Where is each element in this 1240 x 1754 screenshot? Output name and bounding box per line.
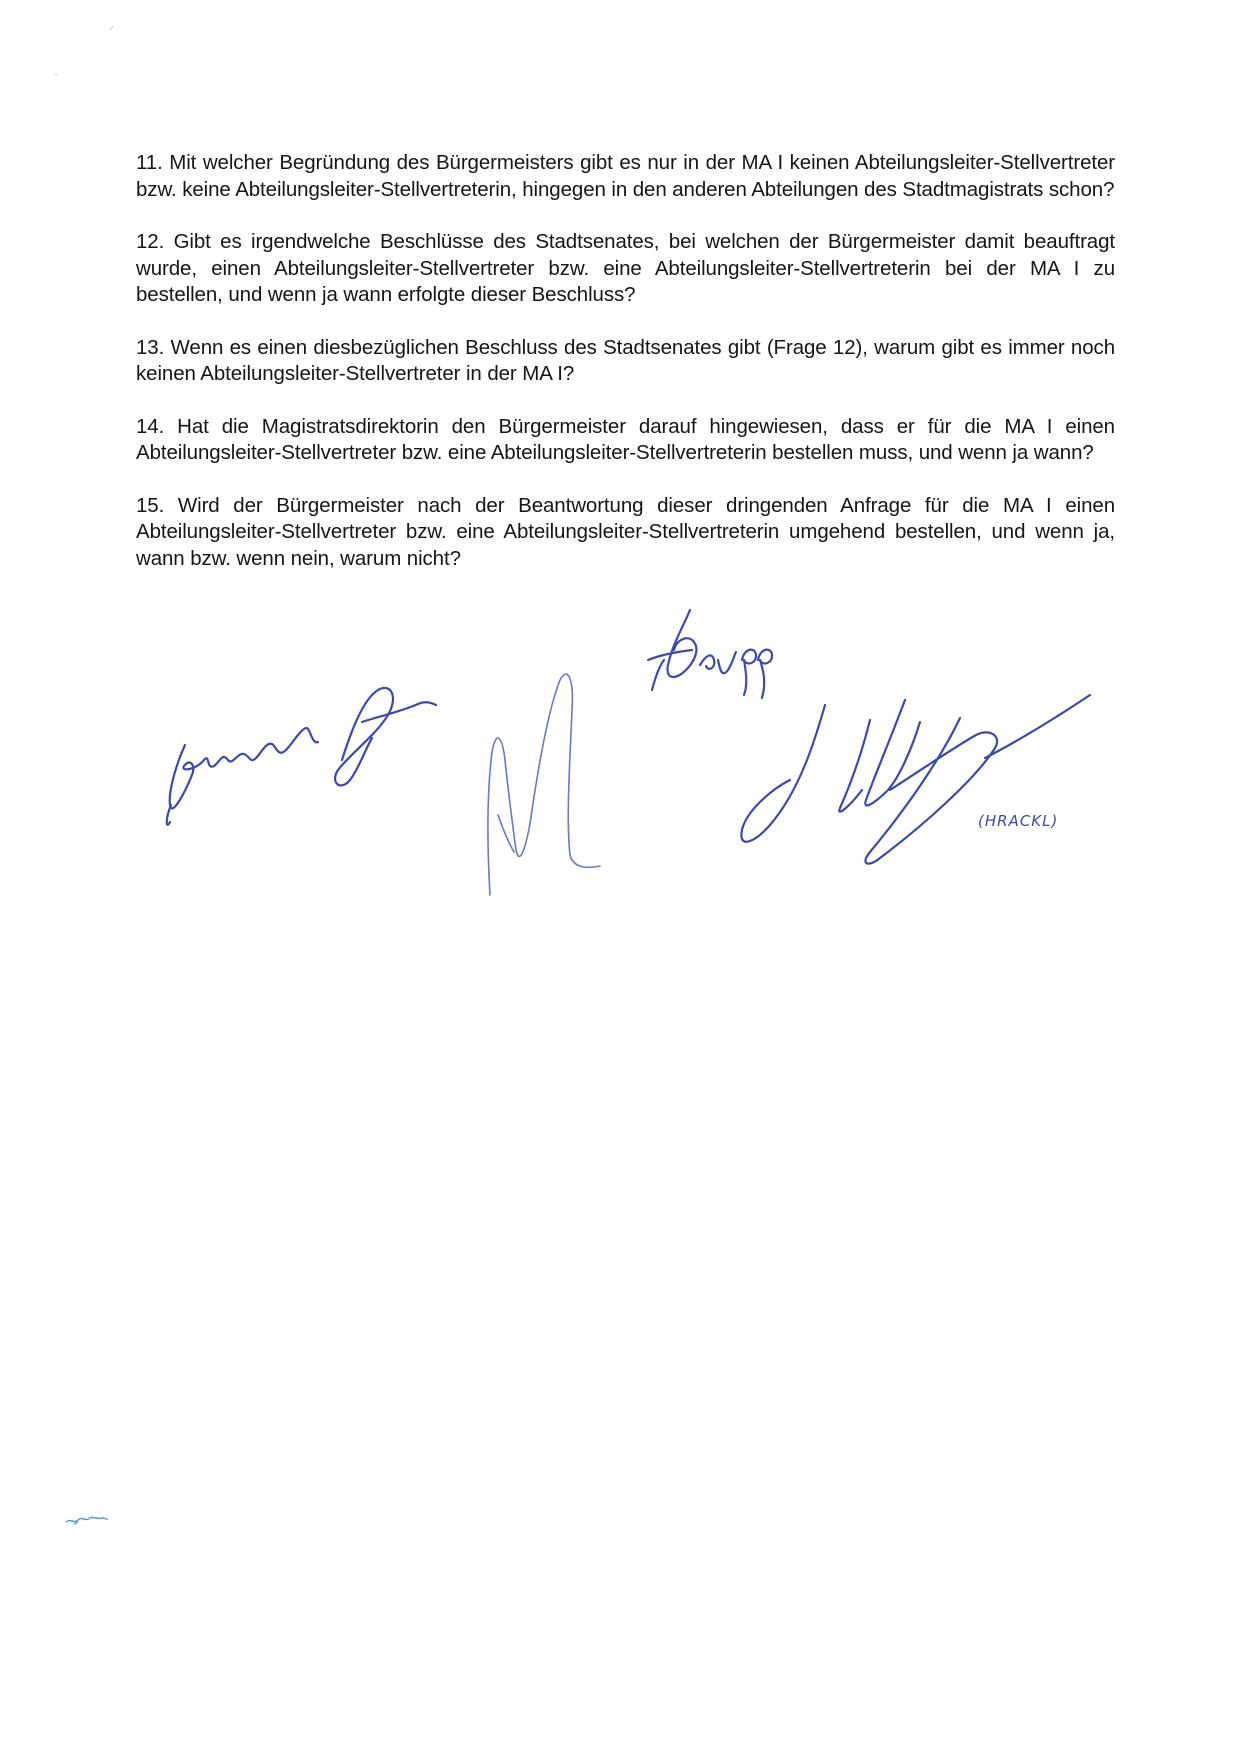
question-list xyxy=(136,150,1115,598)
signature-1 xyxy=(167,688,436,825)
scan-speck xyxy=(55,26,113,75)
question-15: 15. Wird der Bürgermeister nach der Beantwortung dieser dringenden Anfrage für die MA I einen Abteilungsleiter-Stellvertreter bzw. eine Abteilungsleiter-Stellvertreterin umgehend bestellen, und wenn ja, wann bzw. wenn nein, warum nicht? xyxy=(136,493,1115,570)
signature-3 xyxy=(648,610,772,698)
handwritten-name-text: (HRACKL) xyxy=(978,812,1059,830)
question-14: 14. Hat die Magistratsdirektorin den Bürgermeister darauf hingewiesen, dass er für die MA I einen Abteilungsleiter-Stellvertreter bzw. eine Abteilungsleiter-Stellvertreterin bestellen muss, und wenn ja wann? xyxy=(136,414,1115,464)
question-11: 11. Mit welcher Begründung des Bürgermeisters gibt es nur in der MA I keinen Abteilungsleiter-Stellvertreter bzw. keine Abteilungsleiter-Stellvertreterin, hingegen in den anderen Abteilungen des Stadtmagistrats schon? xyxy=(136,151,1115,201)
scan-mark xyxy=(66,1517,108,1524)
question-13: 13. Wenn es einen diesbezüglichen Beschluss des Stadtsenates gibt (Frage 12), warum gibt es immer noch keinen Abteilungsleiter-Stellvertreter in der MA I? xyxy=(136,335,1115,385)
handwritten-name xyxy=(978,812,1058,830)
signature-4 xyxy=(741,695,1090,864)
signature-2 xyxy=(488,674,600,895)
question-12: 12. Gibt es irgendwelche Beschlüsse des Stadtsenates, bei welchen der Bürgermeister damit beauftragt wurde, einen Abteilungsleiter-Stellvertreter bzw. eine Abteilungsleiter-Stellvertreterin bei der MA I zu bestellen, und wenn ja wann erfolgte dieser Beschluss? xyxy=(136,230,1115,306)
